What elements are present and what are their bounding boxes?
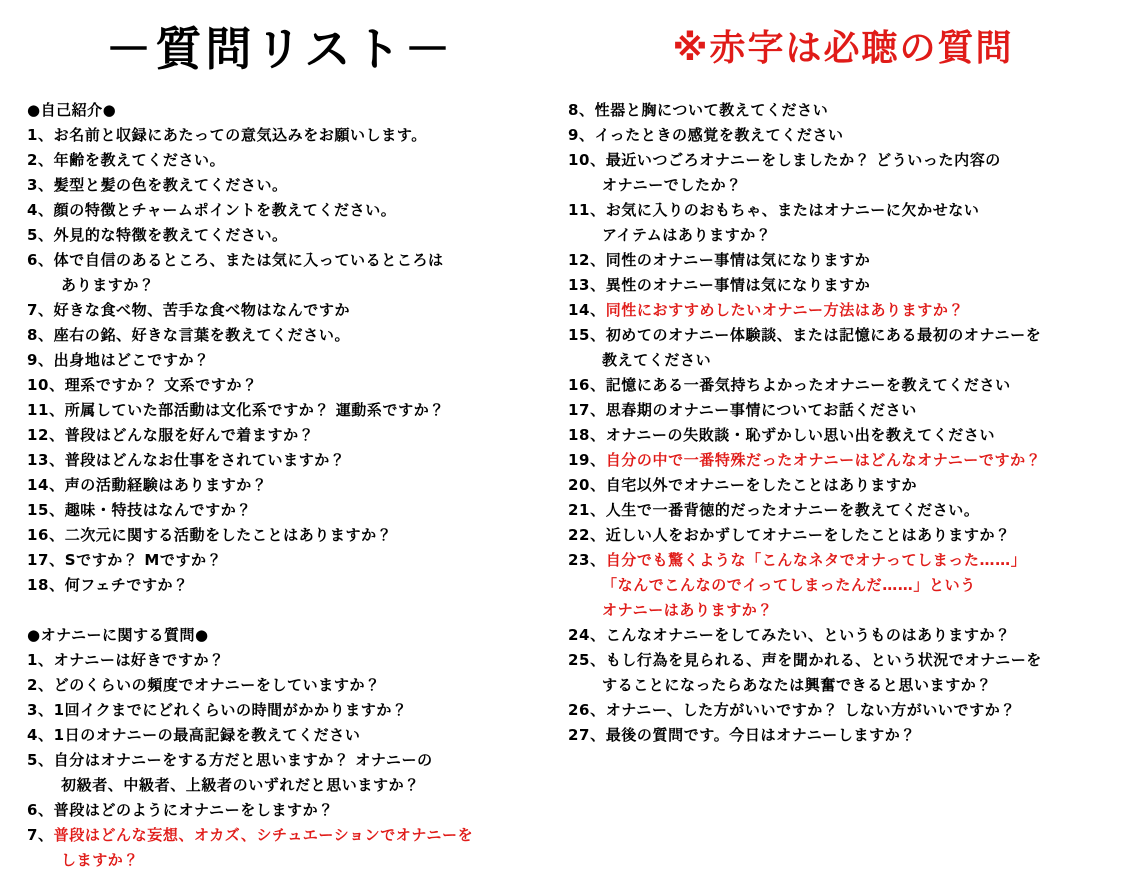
question-text: 近しい人をおかずしてオナニーをしたことはありますか？ xyxy=(605,526,1011,544)
question-line-first xyxy=(27,523,555,548)
question-item xyxy=(568,323,1113,373)
question-line-cont xyxy=(568,598,1113,623)
section-heading: ●オナニーに関する質問● xyxy=(27,626,209,644)
question-number: 18、 xyxy=(568,426,606,444)
question-text: 髪型と髪の色を教えてください。 xyxy=(53,176,288,194)
question-item xyxy=(27,498,555,523)
question-line-first xyxy=(568,548,1113,573)
question-number: 7、 xyxy=(27,301,54,319)
question-item xyxy=(27,798,555,823)
question-item xyxy=(27,548,555,573)
question-text: 自分でも驚くような「こんなネタでオナってしまった……」 xyxy=(605,551,1027,569)
question-text: オナニーはありますか？ xyxy=(602,601,774,619)
question-line-first xyxy=(568,273,1113,298)
question-text: お名前と収録にあたっての意気込みをお願いします。 xyxy=(53,126,427,144)
question-line-cont xyxy=(568,223,1113,248)
question-item xyxy=(27,223,555,248)
question-line-first xyxy=(568,623,1113,648)
question-item xyxy=(568,523,1113,548)
question-text: 顔の特徴とチャームポイントを教えてください。 xyxy=(53,201,397,219)
question-text: 座右の銘、好きな言葉を教えてください。 xyxy=(53,326,351,344)
question-number: 24、 xyxy=(568,626,606,644)
question-text: オナニーでしたか？ xyxy=(602,176,742,194)
question-line-first xyxy=(27,748,555,773)
question-number: 7、 xyxy=(27,826,54,844)
question-number: 10、 xyxy=(27,376,65,394)
question-text: することになったらあなたは興奮できると思いますか？ xyxy=(602,676,993,694)
question-text: 所属していた部活動は文化系ですか？ 運動系ですか？ xyxy=(64,401,445,419)
question-number: 25、 xyxy=(568,651,606,669)
question-text: ありますか？ xyxy=(61,276,155,294)
question-item xyxy=(27,348,555,373)
left-column xyxy=(27,98,555,873)
question-item xyxy=(27,298,555,323)
question-text: 趣味・特技はなんですか？ xyxy=(64,501,252,519)
question-number: 12、 xyxy=(27,426,65,444)
question-item xyxy=(27,398,555,423)
question-item xyxy=(568,548,1113,623)
question-number: 9、 xyxy=(27,351,54,369)
question-number: 9、 xyxy=(568,126,595,144)
question-item xyxy=(27,673,555,698)
question-line-first xyxy=(27,548,555,573)
question-item xyxy=(568,123,1113,148)
question-text: Sですか？ Mですか？ xyxy=(64,551,223,569)
question-item xyxy=(568,623,1113,648)
question-number: 12、 xyxy=(568,251,606,269)
question-line-first xyxy=(27,198,555,223)
question-number: 27、 xyxy=(568,726,606,744)
question-line-first xyxy=(27,573,555,598)
question-item xyxy=(27,448,555,473)
question-number: 16、 xyxy=(568,376,606,394)
question-item xyxy=(568,648,1113,698)
question-line-cont xyxy=(27,773,555,798)
question-item xyxy=(27,248,555,298)
page-title: －質問リスト－ xyxy=(105,22,455,76)
question-number: 2、 xyxy=(27,151,54,169)
question-text: 記憶にある一番気持ちよかったオナニーを教えてください xyxy=(605,376,1011,394)
question-item xyxy=(27,573,555,598)
question-line-cont xyxy=(27,848,555,873)
question-text: 性器と胸について教えてください xyxy=(594,101,829,119)
question-text: 教えてください xyxy=(602,351,712,369)
question-item xyxy=(27,198,555,223)
question-text: 思春期のオナニー事情についてお話ください xyxy=(605,401,917,419)
question-number: 17、 xyxy=(568,401,606,419)
question-item xyxy=(568,698,1113,723)
question-number: 3、 xyxy=(27,701,54,719)
question-text: こんなオナニーをしてみたい、というものはありますか？ xyxy=(605,626,1011,644)
question-line-first xyxy=(568,373,1113,398)
question-line-first xyxy=(568,148,1113,173)
question-text: イったときの感覚を教えてください xyxy=(594,126,844,144)
question-line-first xyxy=(568,298,1113,323)
question-number: 2、 xyxy=(27,676,54,694)
question-text: 普段はどんな服を好んで着ますか？ xyxy=(64,426,315,444)
question-line-first xyxy=(568,523,1113,548)
question-text: 理系ですか？ 文系ですか？ xyxy=(64,376,258,394)
question-number: 23、 xyxy=(568,551,606,569)
question-line-first xyxy=(568,398,1113,423)
question-line-first xyxy=(568,473,1113,498)
question-line-first xyxy=(568,198,1113,223)
question-text: 異性のオナニー事情は気になりますか xyxy=(605,276,871,294)
question-text: 自分の中で一番特殊だったオナニーはどんなオナニーですか？ xyxy=(605,451,1042,469)
question-line-first xyxy=(568,423,1113,448)
question-line-cont xyxy=(568,173,1113,198)
question-number: 4、 xyxy=(27,201,54,219)
question-item xyxy=(27,473,555,498)
question-line-first xyxy=(27,698,555,723)
question-item xyxy=(568,98,1113,123)
question-number: 8、 xyxy=(568,101,595,119)
question-number: 11、 xyxy=(27,401,65,419)
question-text: 初めてのオナニー体験談、または記憶にある最初のオナニーを xyxy=(605,326,1042,344)
question-text: 普段はどんな妄想、オカズ、シチュエーションでオナニーを xyxy=(53,826,474,844)
question-number: 13、 xyxy=(568,276,606,294)
question-item xyxy=(27,723,555,748)
question-text: 体で自信のあるところ、または気に入っているところは xyxy=(53,251,444,269)
question-text: 何フェチですか？ xyxy=(64,576,189,594)
question-text: 初級者、中級者、上級者のいずれだと思いますか？ xyxy=(61,776,420,794)
question-line-first xyxy=(27,173,555,198)
question-item xyxy=(568,248,1113,273)
question-text: しますか？ xyxy=(61,851,140,869)
question-line-first xyxy=(568,648,1113,673)
question-text: 出身地はどこですか？ xyxy=(53,351,210,369)
question-number: 6、 xyxy=(27,251,54,269)
question-text: 自分はオナニーをする方だと思いますか？ オナニーの xyxy=(53,751,433,769)
question-line-first xyxy=(27,148,555,173)
question-number: 15、 xyxy=(568,326,606,344)
question-item xyxy=(568,498,1113,523)
section-spacer xyxy=(27,598,555,623)
question-item xyxy=(27,823,555,873)
question-item xyxy=(568,423,1113,448)
question-line-first xyxy=(27,248,555,273)
question-text: 最近いつごろオナニーをしましたか？ どういった内容の xyxy=(605,151,1001,169)
question-line-first xyxy=(568,323,1113,348)
question-number: 18、 xyxy=(27,576,65,594)
question-number: 16、 xyxy=(27,526,65,544)
question-text: 自宅以外でオナニーをしたことはありますか xyxy=(605,476,918,494)
question-number: 3、 xyxy=(27,176,54,194)
question-text: オナニーは好きですか？ xyxy=(53,651,225,669)
question-number: 26、 xyxy=(568,701,606,719)
question-text: どのくらいの頻度でオナニーをしていますか？ xyxy=(53,676,381,694)
question-line-first xyxy=(27,498,555,523)
question-line-first xyxy=(27,123,555,148)
red-text-note: ※赤字は必聴の質問 xyxy=(672,28,1014,69)
question-number: 21、 xyxy=(568,501,606,519)
question-text: オナニーの失敗談・恥ずかしい思い出を教えてください xyxy=(605,426,996,444)
question-number: 17、 xyxy=(27,551,65,569)
question-item xyxy=(568,373,1113,398)
question-text: オナニー、した方がいいですか？ しない方がいいですか？ xyxy=(605,701,1016,719)
question-number: 8、 xyxy=(27,326,54,344)
question-item xyxy=(568,298,1113,323)
question-item xyxy=(27,148,555,173)
question-line-first xyxy=(27,673,555,698)
question-line-first xyxy=(27,423,555,448)
question-item xyxy=(27,123,555,148)
right-column xyxy=(568,98,1113,748)
section-heading: ●自己紹介● xyxy=(27,101,117,119)
question-item xyxy=(568,398,1113,423)
question-text: 普段はどのようにオナニーをしますか？ xyxy=(53,801,334,819)
question-item xyxy=(27,748,555,798)
question-item xyxy=(27,423,555,448)
question-number: 14、 xyxy=(568,301,606,319)
question-number: 1、 xyxy=(27,126,54,144)
question-number: 14、 xyxy=(27,476,65,494)
question-text: アイテムはありますか？ xyxy=(602,226,772,244)
question-line-first xyxy=(27,648,555,673)
question-text: 普段はどんなお仕事をされていますか？ xyxy=(64,451,346,469)
question-text: 人生で一番背徳的だったオナニーを教えてください。 xyxy=(605,501,980,519)
question-line-first xyxy=(568,123,1113,148)
question-line-first xyxy=(27,448,555,473)
question-number: 15、 xyxy=(27,501,65,519)
question-number: 10、 xyxy=(568,151,606,169)
question-text: 年齢を教えてください。 xyxy=(53,151,226,169)
question-number: 11、 xyxy=(568,201,606,219)
question-item xyxy=(27,373,555,398)
question-text: 1回イクまでにどれくらいの時間がかかりますか？ xyxy=(53,701,408,719)
question-line-first xyxy=(568,698,1113,723)
question-number: 13、 xyxy=(27,451,65,469)
question-number: 5、 xyxy=(27,226,54,244)
question-text: 「なんでこんなのでイってしまったんだ……」という xyxy=(602,576,976,594)
question-line-first xyxy=(27,323,555,348)
question-item xyxy=(27,648,555,673)
question-item xyxy=(568,723,1113,748)
question-item xyxy=(27,523,555,548)
question-text: お気に入りのおもちゃ、またはオナニーに欠かせない xyxy=(605,201,980,219)
question-text: 同性のオナニー事情は気になりますか xyxy=(605,251,871,269)
question-item xyxy=(568,148,1113,198)
question-number: 6、 xyxy=(27,801,54,819)
question-line-first xyxy=(568,248,1113,273)
question-item xyxy=(568,448,1113,473)
question-text: 声の活動経験はありますか？ xyxy=(64,476,268,494)
question-line-first xyxy=(27,298,555,323)
question-number: 4、 xyxy=(27,726,54,744)
question-item xyxy=(27,323,555,348)
header xyxy=(0,0,1123,96)
question-line-cont xyxy=(568,573,1113,598)
question-line-first xyxy=(27,723,555,748)
columns-container xyxy=(0,98,1123,869)
question-line-first xyxy=(568,98,1113,123)
question-text: 二次元に関する活動をしたことはありますか？ xyxy=(64,526,393,544)
question-line-cont xyxy=(568,348,1113,373)
question-line-first xyxy=(568,723,1113,748)
question-number: 5、 xyxy=(27,751,54,769)
question-line-first xyxy=(27,398,555,423)
question-number: 1、 xyxy=(27,651,54,669)
question-item xyxy=(27,698,555,723)
question-line-first xyxy=(568,448,1113,473)
question-item xyxy=(27,173,555,198)
question-line-cont xyxy=(27,273,555,298)
question-line-first xyxy=(27,373,555,398)
question-text: 1日のオナニーの最高記録を教えてください xyxy=(53,726,361,744)
question-line-first xyxy=(27,798,555,823)
question-text: 最後の質問です。今日はオナニーしますか？ xyxy=(605,726,916,744)
question-number: 20、 xyxy=(568,476,606,494)
question-number: 22、 xyxy=(568,526,606,544)
question-text: 外見的な特徴を教えてください。 xyxy=(53,226,288,244)
question-line-first xyxy=(27,473,555,498)
question-item xyxy=(568,273,1113,298)
question-line-first xyxy=(27,348,555,373)
question-line-first xyxy=(568,498,1113,523)
question-line-cont xyxy=(568,673,1113,698)
question-item xyxy=(568,198,1113,248)
question-number: 19、 xyxy=(568,451,606,469)
question-line-first xyxy=(27,823,555,848)
question-line-first xyxy=(27,223,555,248)
question-item xyxy=(568,473,1113,498)
question-text: もし行為を見られる、声を聞かれる、という状況でオナニーを xyxy=(605,651,1042,669)
question-text: 好きな食べ物、苦手な食べ物はなんですか xyxy=(53,301,351,319)
question-text: 同性におすすめしたいオナニー方法はありますか？ xyxy=(605,301,965,319)
